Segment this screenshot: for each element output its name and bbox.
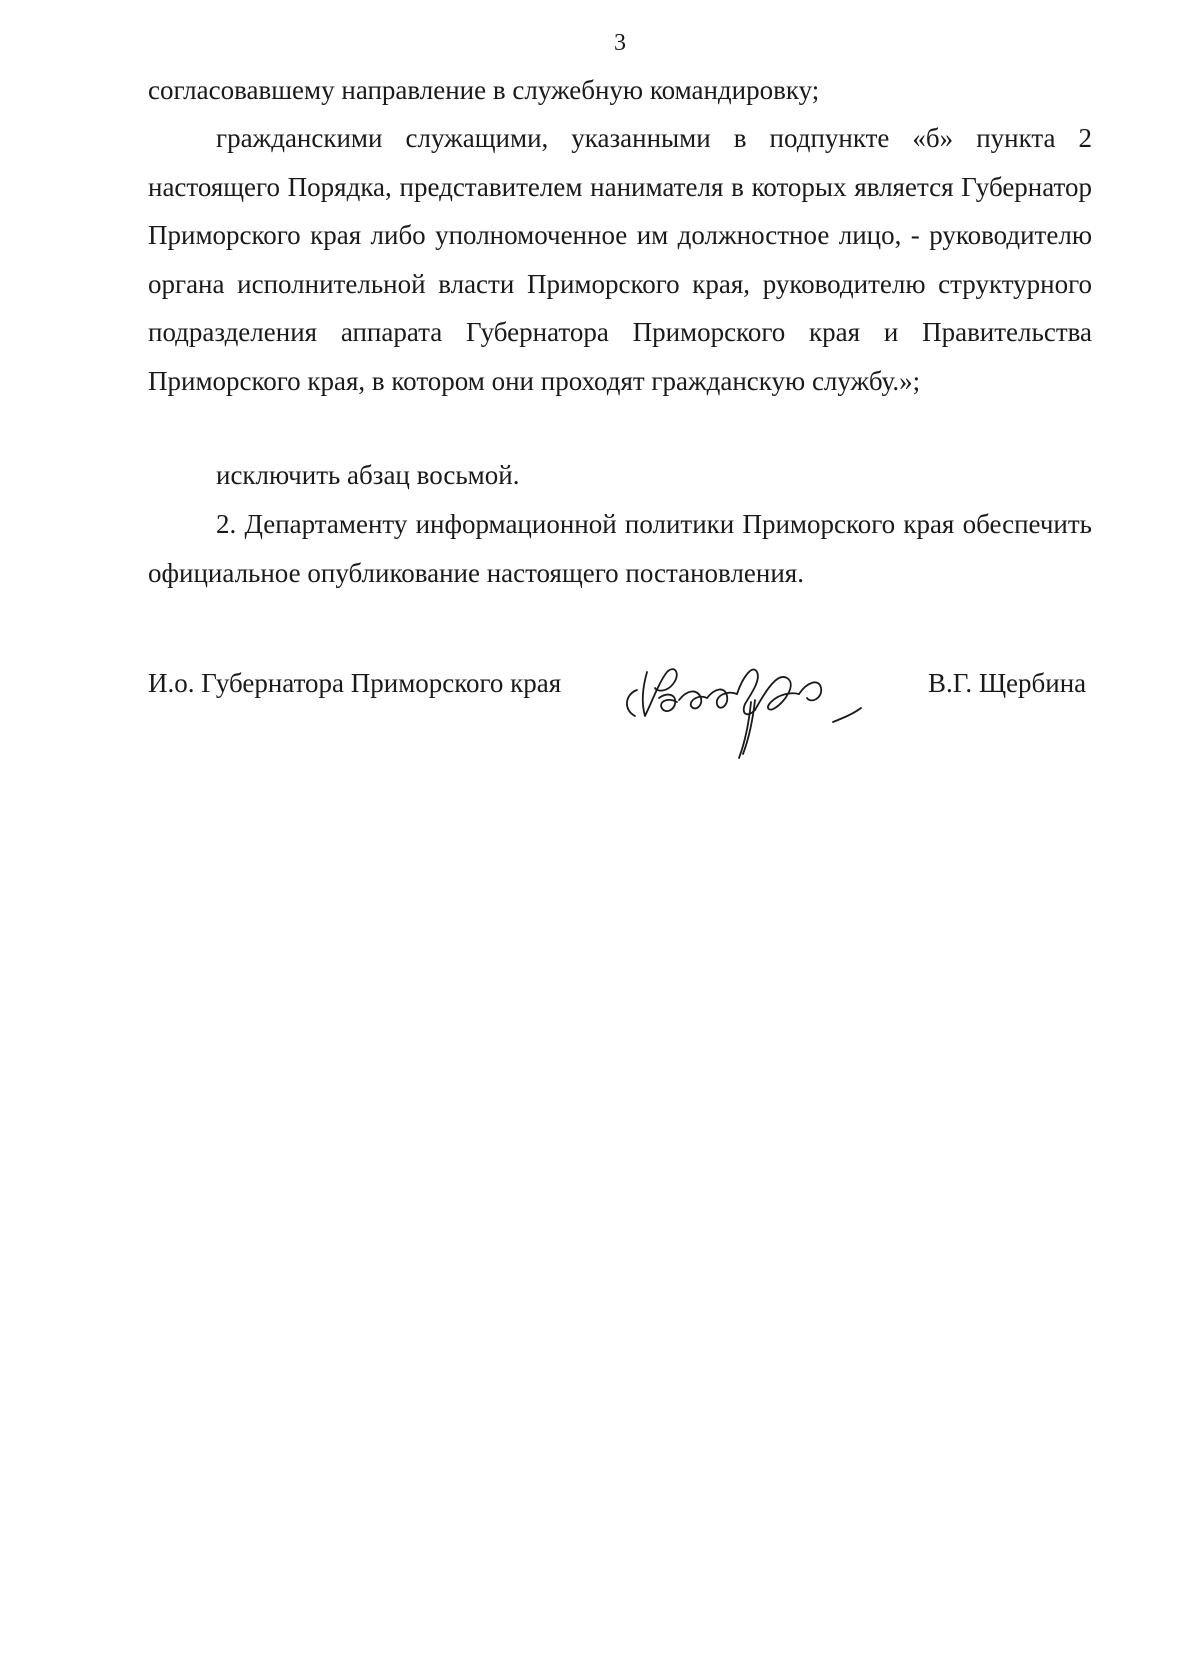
signatory-position: И.о. Губернатора Приморского края bbox=[148, 668, 562, 698]
signature-block bbox=[0, 668, 1200, 788]
paragraph-text: исключить абзац восьмой. bbox=[216, 460, 520, 490]
document-body-paragraph-3 bbox=[148, 451, 1092, 500]
paragraph-text: согласовавшему направление в служебную командировку; bbox=[148, 75, 820, 105]
document-body-paragraph-1 bbox=[148, 66, 1092, 115]
paragraph-text: гражданскими служащими, указанными в подпункте «б» пункта 2 настоящего Порядка, представителем нанимателя в которых является Губернатор Приморского края либо уполномоченное им должностное лицо, - руководителю органа исполнительной власти Приморского края, руководителю структурного подразделения аппарата Губернатора Приморского края и Правительства Приморского края, в котором они проходят гражданскую службу.»; bbox=[148, 123, 1092, 396]
page-number: 3 bbox=[614, 30, 626, 56]
paragraph-text: 2. Департаменту информационной политики Приморского края обеспечить официальное опубликование настоящего постановления. bbox=[148, 509, 1092, 588]
document-body-paragraph-4 bbox=[148, 500, 1092, 597]
signatory-name: В.Г. Щербина bbox=[928, 668, 1087, 698]
document-body-paragraph-2 bbox=[148, 114, 1092, 405]
handwritten-signature-icon bbox=[615, 642, 905, 762]
